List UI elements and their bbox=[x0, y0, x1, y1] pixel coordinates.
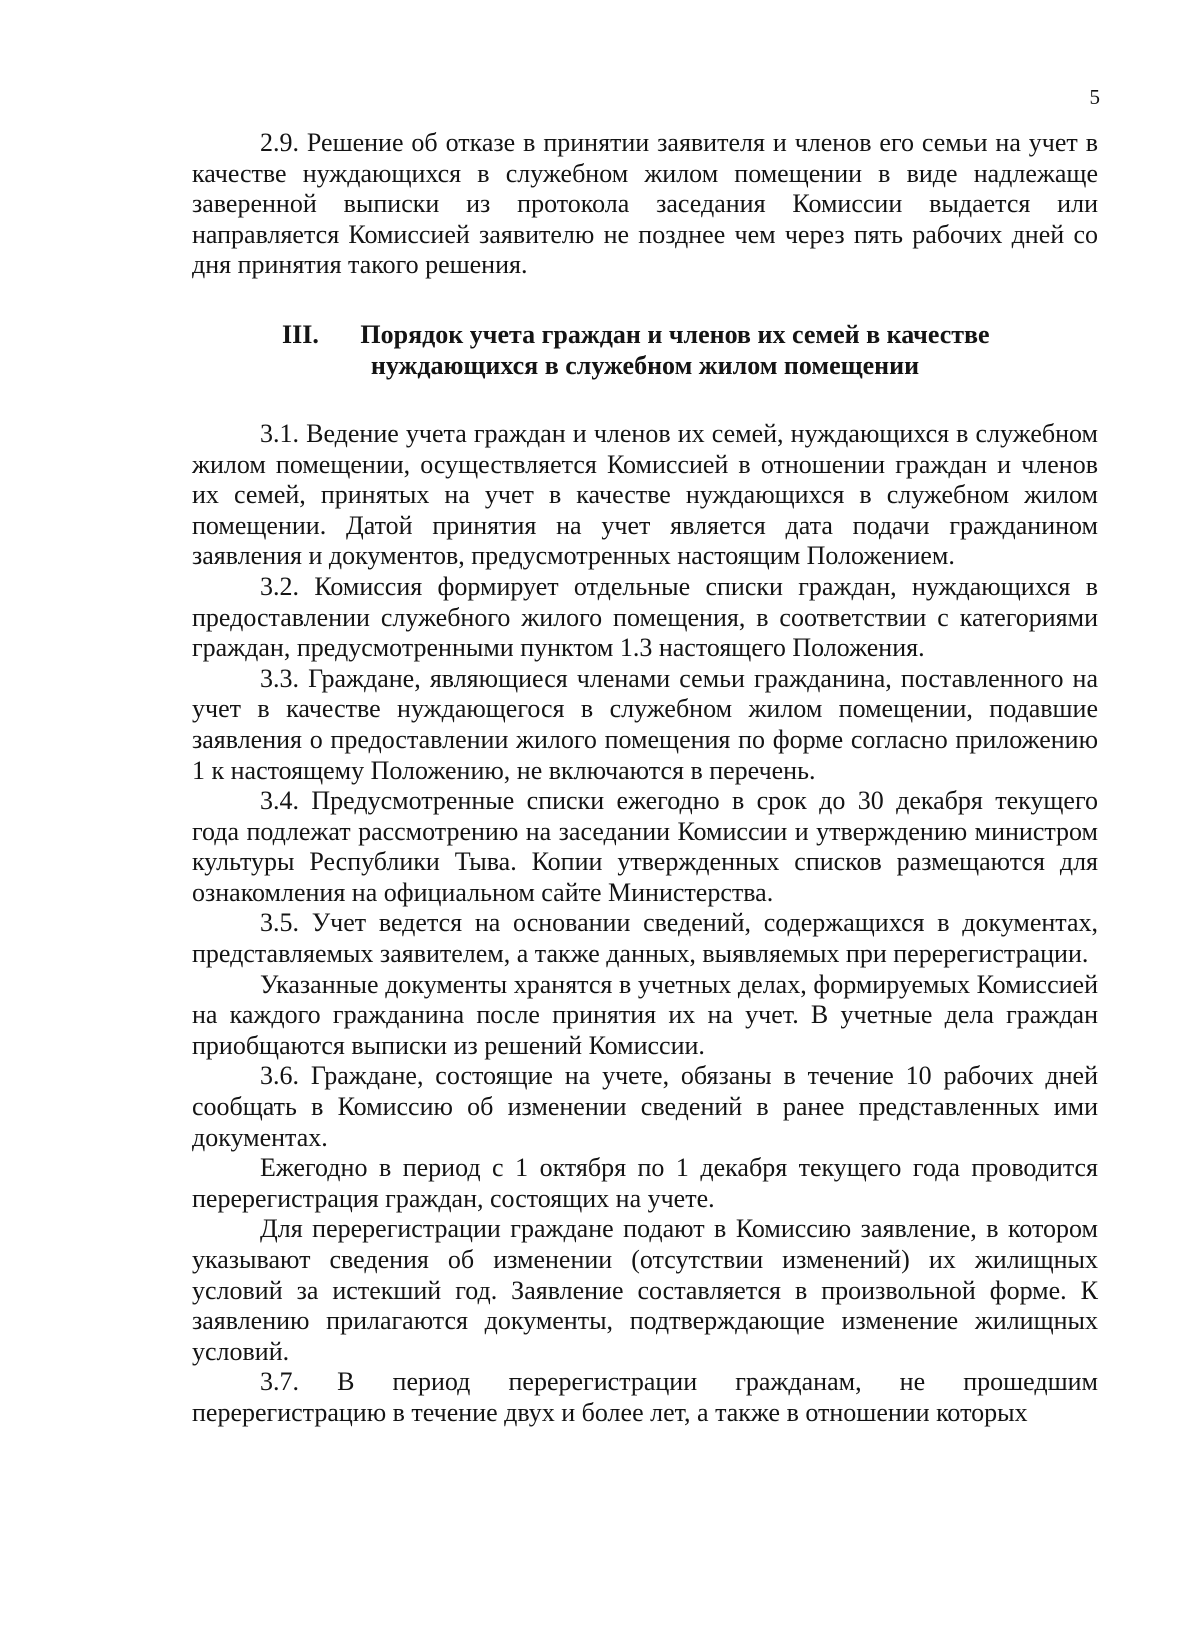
section-title-line-1: Порядок учета граждан и членов их семей в качестве bbox=[360, 319, 990, 349]
paragraph-3-2: 3.2. Комиссия формирует отдельные списки граждан, нуждающихся в предоставлении служебного жилого помещения, в соответствии с категориями граждан, предусмотренными пунктом 1.3 настоящего Положения. bbox=[192, 571, 1098, 663]
section-heading bbox=[192, 319, 1098, 381]
paragraph-3-1: 3.1. Ведение учета граждан и членов их семей, нуждающихся в служебном жилом помещении, осуществляется Комиссией в отношении граждан и членов их семей, принятых на учет в качестве нуждающихся в служебном жилом помещении. Датой принятия на учет является дата подачи гражданином заявления и документов, предусмотренных настоящим Положением. bbox=[192, 418, 1098, 571]
paragraph-3-6-reregistration: Ежегодно в период с 1 октября по 1 декабря текущего года проводится перерегистрация граждан, состоящих на учете. bbox=[192, 1153, 1098, 1213]
section-number: III. bbox=[282, 319, 319, 349]
paragraph-3-5: 3.5. Учет ведется на основании сведений, содержащихся в документах, представляемых заявителем, а также данных, выявляемых при перерегистрации. bbox=[192, 908, 1098, 969]
section-title-line-2: нуждающихся в служебном жилом помещении bbox=[370, 350, 920, 380]
page-number: 5 bbox=[1089, 85, 1100, 109]
paragraph-3-4: 3.4. Предусмотренные списки ежегодно в срок до 30 декабря текущего года подлежат рассмотрению на заседании Комиссии и утверждению министром культуры Республики Тыва. Копии утвержденных списков размещаются для ознакомления на официальном сайте Министерства. bbox=[192, 786, 1098, 907]
paragraph-2-9: 2.9. Решение об отказе в принятии заявителя и членов его семьи на учет в качестве нуждающихся в служебном жилом помещении в виде надлежаще заверенной выписки из протокола заседания Комиссии выдается или направляется Комиссией заявителю не позднее чем через пять рабочих дней со дня принятия такого решения. bbox=[192, 128, 1098, 280]
document-body bbox=[192, 128, 1098, 1429]
paragraph-3-5-documents: Указанные документы хранятся в учетных делах, формируемых Комиссией на каждого гражданина после принятия их на учет. В учетные дела граждан приобщаются выписки из решений Комиссии. bbox=[192, 969, 1098, 1060]
paragraph-3-7: 3.7. В период перерегистрации гражданам, не прошедшим перерегистрацию в течение двух и более лет, а также в отношении которых bbox=[192, 1367, 1098, 1427]
paragraph-3-3: 3.3. Граждане, являющиеся членами семьи гражданина, поставленного на учет в качестве нуждающегося в служебном жилом помещении, подавшие заявления о предоставлении жилого помещения по форме согласно приложению 1 к настоящему Положению, не включаются в перечень. bbox=[192, 663, 1098, 785]
paragraph-3-6: 3.6. Граждане, состоящие на учете, обязаны в течение 10 рабочих дней сообщать в Комиссию об изменении сведений в ранее представленных ими документах. bbox=[192, 1061, 1098, 1152]
paragraph-3-6-application: Для перерегистрации граждане подают в Комиссию заявление, в котором указывают сведения об изменении (отсутствии изменений) их жилищных условий за истекший год. Заявление составляется в произвольной форме. К заявлению прилагаются документы, подтверждающие изменение жилищных условий. bbox=[192, 1214, 1098, 1366]
